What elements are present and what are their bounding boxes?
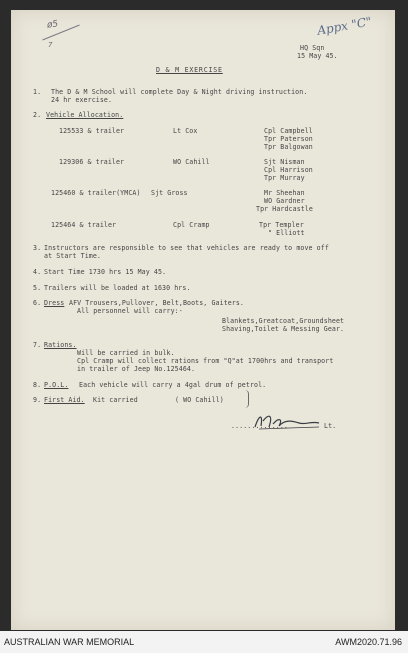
para6-line1: AFV Trousers,Pullover, Belt,Boots, Gaiters. — [69, 299, 244, 307]
driver-cell: Cpl Cramp — [173, 221, 210, 229]
driver-cell: Sjt Gross — [151, 189, 188, 197]
para-number: 4. — [33, 268, 42, 276]
vehicle-cell: 125464 & trailer — [51, 221, 117, 229]
vehicle-cell: 129306 & trailer — [59, 158, 125, 166]
para1-line2: 24 hr exercise. — [51, 96, 113, 104]
footer-accession: AWM2020.71.96 — [335, 637, 402, 647]
crew-cell: Tpr Templer — [259, 221, 304, 229]
para5-text: Trailers will be loaded at 1630 hrs. — [44, 284, 191, 292]
crew-cell: Mr Sheehan — [264, 189, 305, 197]
para3-line1: Instructors are responsible to see that vehicles are ready to move off — [44, 244, 329, 252]
crew-cell: Tpr Balgowan — [264, 143, 313, 151]
para-number: 9. — [33, 396, 42, 404]
para7-line3: in trailer of Jeep No.125464. — [77, 365, 196, 373]
para-number: 6. — [33, 299, 42, 307]
driver-cell: WO Cahill — [173, 158, 210, 166]
crew-cell: " Elliott — [268, 229, 305, 237]
para-number: 3. — [33, 244, 42, 252]
para6-line2: All personnel will carry:- — [77, 307, 183, 315]
para3-line2: at Start Time. — [44, 252, 101, 260]
para4-text: Start Time 1730 hrs 15 May 45. — [44, 268, 167, 276]
para2-heading: Vehicle Allocation. — [46, 111, 124, 119]
hq-label: HQ Sqn — [300, 44, 325, 52]
pencil-mark: ø5 — [46, 19, 59, 31]
document-title: D & M EXERCISE — [156, 66, 223, 74]
crew-cell: Tpr Paterson — [264, 135, 313, 143]
crew-cell: Tpr Murray — [264, 174, 305, 182]
para-number: 2. — [33, 111, 42, 119]
crew-cell: Tpr Hardcastle — [256, 205, 313, 213]
para8-text: Each vehicle will carry a 4gal drum of petrol. — [79, 381, 267, 389]
pencil-sub-mark: 7 — [48, 41, 53, 49]
para7-line1: Will be carried in bulk. — [77, 349, 175, 357]
para9-text: Kit carried — [93, 396, 138, 404]
signature-suffix: Lt. — [324, 422, 337, 430]
para-number: 1. — [33, 88, 42, 96]
document-date: 15 May 45. — [297, 52, 338, 60]
para9-note: ( WO Cahill) — [175, 396, 224, 404]
para-number: 8. — [33, 381, 42, 389]
footer-institution: AUSTRALIAN WAR MEMORIAL — [4, 637, 135, 647]
bracket-mark — [245, 390, 249, 408]
signature-scribble — [249, 409, 329, 433]
crew-cell: Sjt Nisman — [264, 158, 305, 166]
para7-line2: Cpl Cramp will collect rations from "Q"at 1700hrs and transport — [77, 357, 334, 365]
para6-line3: Blankets,Greatcoat,Groundsheet — [222, 317, 345, 325]
para6-heading: Dress — [44, 299, 65, 307]
para6-line4: Shaving,Toilet & Messing Gear. — [222, 325, 345, 333]
para8-heading: P.O.L. — [44, 381, 69, 389]
para7-heading: Rations. — [44, 341, 77, 349]
vehicle-cell: 125460 & trailer(YMCA) — [51, 189, 141, 197]
para-number: 5. — [33, 284, 42, 292]
crew-cell: Cpl Harrison — [264, 166, 313, 174]
vehicle-cell: 125533 & trailer — [59, 127, 125, 135]
para-number: 7. — [33, 341, 42, 349]
driver-cell: Lt Cox — [173, 127, 198, 135]
document-page — [11, 10, 395, 630]
archive-footer — [0, 631, 408, 653]
para9-heading: First Aid. — [44, 396, 85, 404]
para1-line1: The D & M School will complete Day & Night driving instruction. — [51, 88, 308, 96]
signature-dots: .............. — [231, 422, 288, 430]
crew-cell: Cpl Campbell — [264, 127, 313, 135]
appendix-mark: Appx "C" — [316, 14, 373, 38]
crew-cell: WO Gardner — [264, 197, 305, 205]
